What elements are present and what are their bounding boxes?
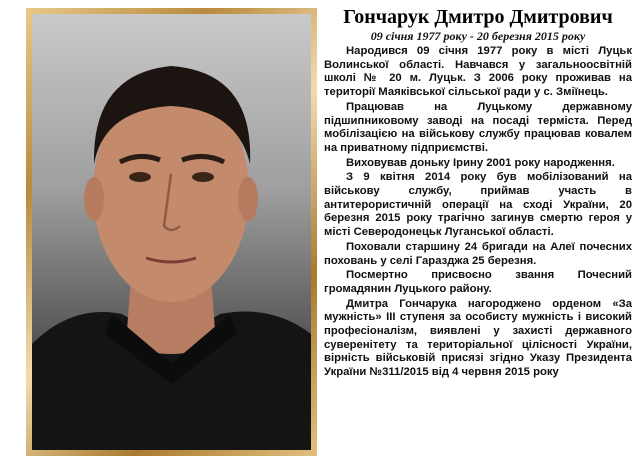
bio-paragraph-honor: Посмертно присвоєно звання Почесний громадянин Луцького району.: [324, 269, 632, 295]
bio-paragraph-birth: Народився 09 січня 1977 року в місті Луцьк Волинської області. Навчався у загальноосвітній школі № 20 м. Луцьк. З 2006 року проживав на території Маяківської сільської ради у с. Зміїнець.: [324, 45, 632, 99]
person-name: Гончарук Дмитро Дмитрович: [343, 6, 613, 28]
bio-paragraph-award: Дмитра Гончарука нагороджено орденом «За мужність» ІІІ ступеня за особисту мужність і високий професіоналізм, виявлені у захисті державного суверенітету та територіальної цілісності України, вірність військовій присязі згідно Указу Президента України №311/2015 від 4 червня 2015 року: [324, 297, 632, 379]
life-dates: 09 січня 1977 року - 20 березня 2015 року: [370, 29, 586, 43]
bio-paragraph-family: Виховував доньку Ірину 2001 року народження.: [346, 156, 615, 169]
bio-paragraph-work: Працював на Луцькому державному підшипниковому заводі на посаді терміста. Перед мобілізацією на військову службу працював ковалем на приватному підприємстві.: [324, 100, 632, 154]
portrait-frame: [26, 8, 317, 456]
biography-text: [324, 6, 632, 381]
bio-paragraph-burial: Поховали старшину 24 бригади на Алеї почесних поховань у селі Гаразджа 25 березня.: [324, 240, 632, 267]
portrait-illustration: [32, 14, 311, 450]
bio-paragraph-service: З 9 квітня 2014 року був мобілізований на військову службу, приймав участь в антитерористичній операції на сході України, 20 березня 2015 року трагічно загинув смертю героя у місті Северодонецьк Луганської області.: [324, 171, 632, 239]
portrait-photo: [32, 14, 311, 450]
